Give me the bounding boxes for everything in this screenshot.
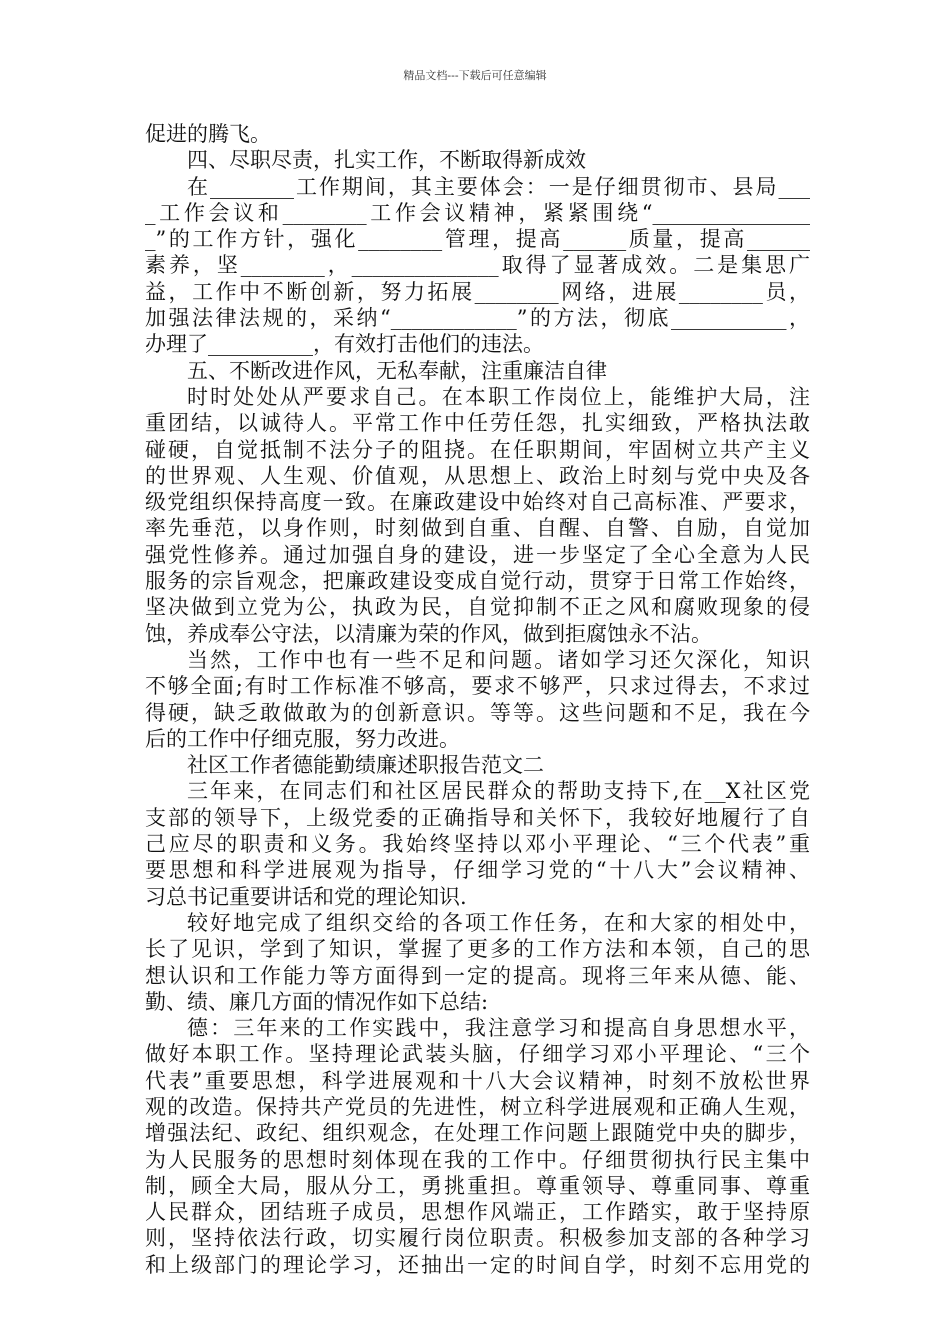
page-header: 精品文档---下载后可任意编辑 [403, 69, 547, 82]
text-line: 四、尽职尽责，扎实工作，不断取得新成效 [187, 148, 586, 173]
text-line: 制，顾全大局，服从分工，勇挑重担。尊重领导、尊重同事、尊重 [145, 1173, 810, 1198]
text-line: 益，工作中不断创新，努力拓展________网络，进展________员， [145, 279, 810, 304]
text-line: 素养，坚________，______________取得了显著成效。二是集思广 [145, 253, 810, 278]
text-line: 促进的腾飞。 [145, 122, 271, 146]
text-line: 观的改造。保持共产党员的先进性，树立科学进展观和正确人生观， [145, 1094, 810, 1119]
document-body [145, 121, 810, 1278]
text-line: 做好本职工作。坚持理论武装头脑，仔细学习邓小平理论、“三个 [145, 1042, 810, 1067]
text-line: 人民群众，团结班子成员，思想作风端正，工作踏实，敢于坚持原 [145, 1200, 810, 1225]
text-line: 蚀，养成奉公守法，以清廉为荣的作风，做到拒腐蚀永不沾。 [145, 621, 712, 646]
text-line: 级党组织保持高度一致。在廉政建设中始终对自己高标准、严要求， [145, 490, 810, 515]
text-line: 得硬，缺乏敢做敢为的创新意识。等等。这些问题和不足，我在今 [145, 700, 810, 725]
text-line: 重团结，以诚待人。平常工作中任劳任怨，扎实细致，严格执法敢 [145, 411, 810, 436]
text-line: 支部的领导下，上级党委的正确指导和关怀下，我较好地履行了自 [145, 805, 810, 830]
text-line: 强党性修养。通过加强自身的建设，进一步坚定了全心全意为人民 [145, 542, 810, 567]
text-line: 当然，工作中也有一些不足和问题。诸如学习还欠深化，知识 [187, 647, 810, 672]
text-line: 不够全面;有时工作标准不够高，要求不够严，只求过得去，不求过 [145, 674, 810, 699]
text-line: 增强法纪、政纪、组织观念，在处理工作问题上跟随党中央的脚步， [145, 1121, 810, 1146]
text-line: 和上级部门的理论学习，还抽出一定的时间自学，时刻不忘用党的 [145, 1252, 810, 1277]
text-line: 习总书记重要讲话和党的理论知识. [145, 884, 467, 909]
text-line: 要思想和科学进展观为指导，仔细学习党的“十八大”会议精神、 [145, 858, 810, 883]
text-line: 率先垂范，以身作则，时刻做到自重、自醒、自警、自励，自觉加 [145, 516, 810, 541]
text-line: 服务的宗旨观念，把廉政建设变成自觉行动，贯穿于日常工作始终， [145, 569, 810, 594]
text-line: 的世界观、人生观、价值观，从思想上、政治上时刻与党中央及各 [145, 463, 810, 488]
text-line: 办理了__________，有效打击他们的违法。 [145, 332, 544, 357]
text-line: 为人民服务的思想时刻体现在我的工作中。仔细贯彻执行民主集中 [145, 1147, 810, 1172]
text-line: 三年来，在同志们和社区居民群众的帮助支持下,在__X社区党 [187, 779, 810, 804]
text-line: 德：三年来的工作实践中，我注意学习和提高自身思想水平， [187, 1016, 810, 1041]
text-line: 代表”重要思想，科学进展观和十八大会议精神，时刻不放松世界 [145, 1068, 810, 1093]
text-line: 五、不断改进作风，无私奉献，注重廉洁自律 [187, 358, 607, 383]
text-line: 坚决做到立党为公，执政为民，自觉抑制不正之风和腐败现象的侵 [145, 595, 810, 620]
text-line: 在________工作期间，其主要体会：一是仔细贯彻市、县局___ [187, 174, 810, 199]
text-line: 长了见识，学到了知识，掌握了更多的工作方法和本领，自己的思 [145, 937, 810, 962]
text-line: 较好地完成了组织交给的各项工作任务，在和大家的相处中， [187, 910, 810, 935]
text-line: 勤、绩、廉几方面的情况作如下总结: [145, 989, 489, 1014]
text-line: 加强法律法规的，采纳“____________”的方法，彻底___________， [145, 306, 810, 331]
text-line: _”的工作方针，强化________管理，提高______质量，提高______ [145, 227, 810, 252]
text-line: 则，坚持依法行政，切实履行岗位职责。积极参加支部的各种学习 [145, 1226, 810, 1251]
text-line: 后的工作中仔细克服，努力改进。 [145, 726, 460, 751]
text-line: 时时处处从严要求自己。在本职工作岗位上，能维护大局，注 [187, 384, 810, 409]
text-line: 碰硬，自觉抵制不法分子的阻挠。在任职期间，牢固树立共产主义 [145, 437, 810, 462]
text-line: 己应尽的职责和义务。我始终坚持以邓小平理论、“三个代表”重 [145, 832, 810, 857]
text-line: 想认识和工作能力等方面得到一定的提高。现将三年来从德、能、 [145, 963, 810, 988]
text-line: 社区工作者德能勤绩廉述职报告范文二 [187, 753, 544, 778]
text-line: _工作会议和________工作会议精神，紧紧围绕“_______________ [145, 200, 810, 225]
